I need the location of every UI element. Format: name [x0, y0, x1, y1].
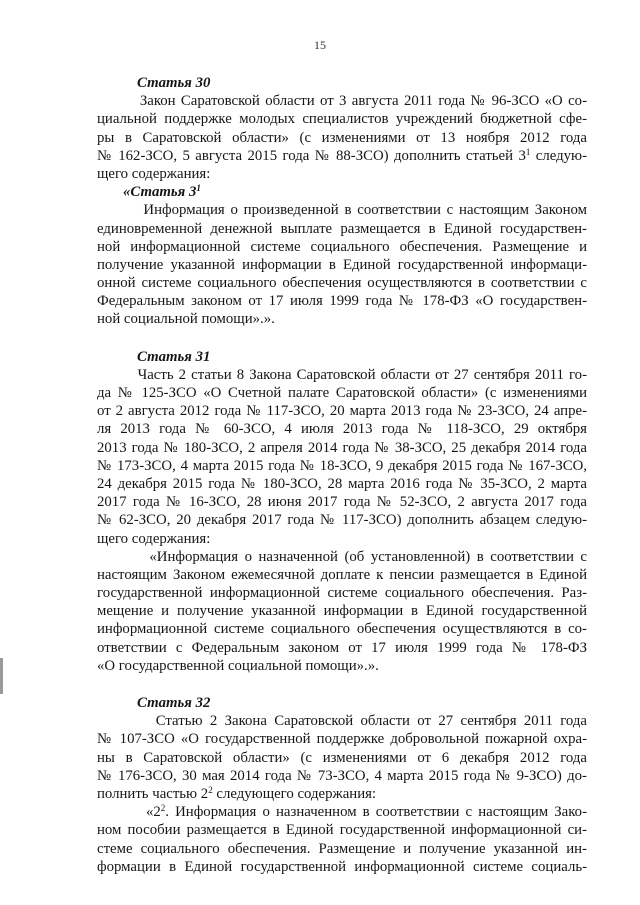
text-line: [97, 384, 587, 402]
line-text: № 107-ЗСО «О государственной поддержке добровольной пожарной охра-: [97, 731, 587, 748]
text-line: [97, 310, 587, 328]
text-line: [97, 201, 587, 219]
line-text-continued: следующего содержания:: [212, 785, 377, 802]
line-text-continued: следую-: [530, 147, 587, 164]
section-gap: [97, 675, 587, 694]
line-text: «О государственной социальной помощи».».: [97, 657, 379, 674]
line-text: да № 125-ЗСО «О Счетной палате Саратовской области» (с изменениями: [97, 385, 587, 401]
text-line: [97, 238, 587, 256]
line-text: щего содержания:: [97, 530, 211, 547]
article-section: [97, 74, 587, 329]
text-line: [97, 785, 587, 803]
line-text: государственной информационной системе социального обеспечения. Раз-: [97, 585, 587, 602]
line-text: Статью 2 Закона Саратовской области от 27 сентября 2011 года: [97, 713, 587, 730]
line-text: информационной системе социального обеспечения осуществляются в со-: [97, 621, 587, 638]
line-text: настоящим Законом ежемесячной доплате к пенсии размещается в Единой: [97, 566, 587, 583]
superscript: 1: [196, 183, 201, 194]
text-line: [97, 457, 587, 475]
text-line: [97, 420, 587, 438]
scan-margin-mark: [0, 658, 3, 694]
text-line: [97, 511, 587, 529]
line-text: ной информационной системе социального обеспечения. Размещение и: [97, 238, 587, 255]
text-line: [97, 767, 587, 785]
text-line: [97, 274, 587, 292]
line-text: «Информация о назначенной (об установленной) в соответствии с: [97, 548, 587, 565]
text-line: [97, 712, 587, 730]
article-heading: Статья 31: [137, 348, 211, 365]
text-line: [97, 110, 587, 128]
superscript: 2: [160, 803, 166, 814]
line-text: № 62-ЗСО, 20 декабря 2017 года № 117-ЗСО) дополнить абзацем следую-: [97, 512, 587, 529]
line-text: Закон Саратовской области от 3 августа 2011 года № 96-ЗСО «О со-: [97, 93, 587, 110]
page-number: 15: [314, 38, 326, 52]
line-text: № 162-ЗСО, 5 августа 2015 года № 88-ЗСО) дополнить статьей 3: [97, 147, 526, 164]
text-line: [97, 439, 587, 457]
text-line: [97, 584, 587, 602]
text-line: [97, 220, 587, 238]
text-line: [97, 566, 587, 584]
line-text: «2: [97, 804, 161, 821]
line-text: ответствии с Федеральным законом от 17 июля 1999 года № 178-ФЗ: [97, 639, 587, 656]
line-text: № 176-ЗСО, 30 мая 2014 года № 73-ЗСО, 4 марта 2015 года № 9-ЗСО) до-: [97, 767, 587, 784]
line-text: полнить частью 2: [97, 785, 209, 802]
text-line: [97, 602, 587, 620]
line-text: получение указанной информации в Единой государственной информаци-: [97, 256, 587, 273]
inserted-heading-text: «Статья 3: [123, 184, 197, 201]
line-text: циальной поддержке молодых специалистов учреждений бюджетной сфе-: [97, 111, 587, 128]
line-text: онной системе социального обеспечения осуществляются в соответствии с: [97, 275, 587, 292]
line-text: Часть 2 статьи 8 Закона Саратовской области от 27 сентября 2011 го-: [97, 366, 587, 383]
text-line: [97, 129, 587, 147]
text-line: [97, 147, 587, 165]
superscript: 1: [525, 146, 531, 157]
line-text: формации в Единой государственной информационной системе социаль-: [97, 858, 587, 875]
line-text: 2013 года № 180-ЗСО, 2 апреля 2014 года № 38-ЗСО, 25 декабря 2014 года: [97, 439, 587, 456]
line-text-continued: . Информация о назначенном в соответствии с настоящим Зако-: [165, 804, 588, 821]
text-line: [97, 821, 587, 839]
line-text: ры в Саратовской области» (с изменениями от 13 ноября 2012 года: [97, 129, 587, 146]
text-line: [97, 256, 587, 274]
line-text: ля 2013 года № 60-ЗСО, 4 июля 2013 года № 118-ЗСО, 29 октября: [97, 421, 587, 438]
text-line: [97, 858, 587, 876]
text-line: [97, 803, 587, 821]
line-text: Федеральным законом от 17 июля 1999 года № 178-ФЗ «О государствен-: [97, 293, 587, 310]
line-text: щего содержания:: [97, 165, 211, 182]
text-line: [97, 530, 587, 548]
line-text: стеме социального обеспечения. Размещение и получение указанной ин-: [97, 840, 587, 857]
text-line: [97, 402, 587, 420]
text-line: [97, 475, 587, 493]
article-section: [97, 694, 587, 876]
line-text: № 173-ЗСО, 4 марта 2015 года № 18-ЗСО, 9 декабря 2015 года № 167-ЗСО,: [97, 457, 587, 474]
line-text: 24 декабря 2015 года № 180-ЗСО, 28 марта 2016 года № 35-ЗСО, 2 марта: [97, 475, 587, 492]
document-body: [97, 74, 587, 876]
text-line: [97, 165, 587, 183]
line-text: мещение и получение указанной информации в Единой государственной: [97, 603, 587, 620]
text-line: [97, 730, 587, 748]
article-heading: Статья 30: [137, 75, 211, 91]
text-line: [97, 548, 587, 566]
text-line: [97, 366, 587, 384]
line-text: ном пособии размещается в Единой государственной информационной си-: [97, 822, 587, 839]
inserted-article-heading: [97, 183, 587, 201]
text-line: [97, 840, 587, 858]
line-text: единовременной денежной выплате размещается в Единой государствен-: [97, 220, 587, 237]
article-section: [97, 348, 587, 675]
text-line: [97, 92, 587, 110]
text-line: [97, 292, 587, 310]
line-text: ной социальной помощи».».: [97, 311, 275, 328]
text-line: [97, 620, 587, 638]
section-gap: [97, 329, 587, 348]
line-text: 2017 года № 16-ЗСО, 28 июня 2017 года № 52-ЗСО, 2 августа 2017 года: [97, 494, 587, 511]
text-line: [97, 639, 587, 657]
text-line: [97, 749, 587, 767]
text-line: [97, 657, 587, 675]
text-line: [97, 493, 587, 511]
line-text: ны в Саратовской области» (с изменениями от 6 декабря 2012 года: [97, 749, 587, 766]
superscript: 2: [208, 784, 213, 795]
line-text: Информация о произведенной в соответствии с настоящим Законом: [97, 202, 587, 219]
article-heading: Статья 32: [137, 695, 211, 711]
line-text: от 2 августа 2012 года № 117-ЗСО, 20 марта 2013 года № 23-ЗСО, 24 апре-: [97, 403, 587, 420]
